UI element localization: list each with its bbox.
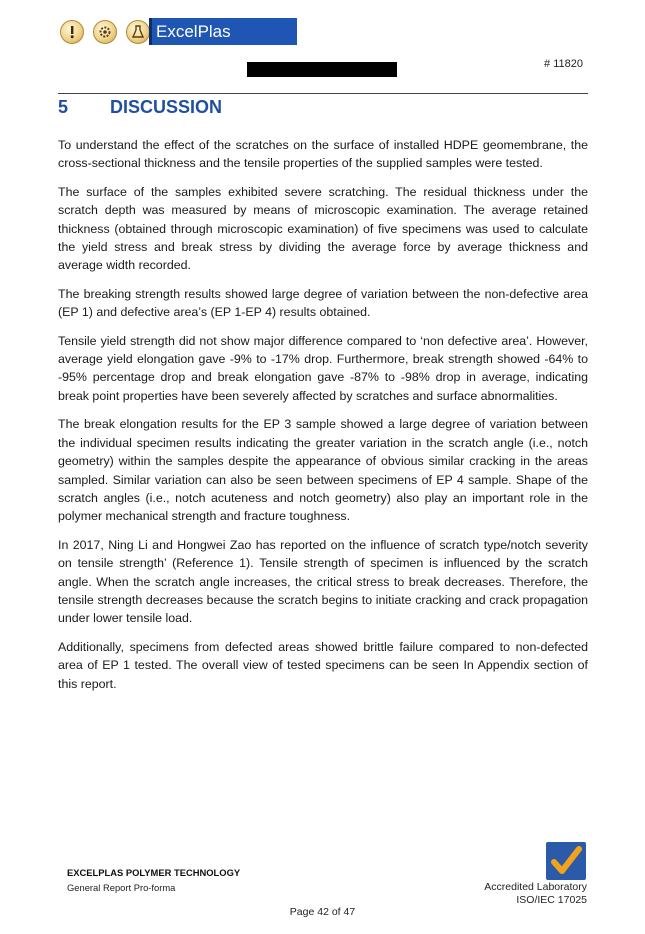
discussion-body bbox=[58, 136, 588, 703]
flask-icon bbox=[126, 20, 150, 44]
paragraph: In 2017, Ning Li and Hongwei Zao has reported on the influence of scratch type/notch severity on tensile strength’ (Reference 1). Tensile strength of specimen is influenced by the scratch angle. When the scratch angle increases, the critical stress to break decreases. Therefore, the tensile strength decreases because the scratch begins to initiate cracking and crack propagation under lower tensile load. bbox=[58, 537, 588, 626]
redaction-bar bbox=[247, 62, 397, 77]
report-number: # 11820 bbox=[544, 58, 583, 70]
page-number: Page 42 of 47 bbox=[289, 906, 356, 918]
paragraph: Additionally, specimens from defected areas showed brittle failure compared to non-defected area of EP 1 tested. The overall view of tested specimens can be seen In Appendix section of this report. bbox=[58, 639, 588, 691]
paragraph: The break elongation results for the EP 3 sample showed a large degree of variation between the individual specimen results indicating the greater variation in the scratch angle (i.e., notch geometry) within the samples despite the appearance of obvious similar cracking in the areas sampled. Similar variation can also be seen between specimens of EP 4 sample. Shape of the scratch angles (i.e., notch acuteness and notch geometry) also play an important role in the polymer mechanical strength and fracture toughness. bbox=[58, 417, 588, 524]
brand-logo: ExcelPlas bbox=[149, 18, 297, 45]
accreditation-text bbox=[484, 881, 587, 907]
paragraph: The breaking strength results showed large degree of variation between the non-defective area (EP 1) and defective area’s (EP 1-EP 4) results obtained. bbox=[58, 286, 588, 320]
header-logos bbox=[60, 18, 159, 46]
section-heading bbox=[58, 97, 222, 118]
section-number: 5 bbox=[58, 97, 69, 117]
accreditation-line2: ISO/IEC 17025 bbox=[516, 894, 587, 906]
paragraph: Tensile yield strength did not show major difference compared to ‘non defective area’. However, average yield elongation gave -9% to -17% drop. Furthermore, break strength showed -64% to -95% percentage drop and break elongation gave -87% to -98% drop in average, indicating break point properties have been severely affected by scratches and surface abnormalities. bbox=[58, 333, 588, 403]
accreditation-line1: Accredited Laboratory bbox=[484, 881, 587, 893]
footer-subtitle: General Report Pro-forma bbox=[67, 882, 176, 893]
footer-organization: EXCELPLAS POLYMER TECHNOLOGY bbox=[67, 867, 241, 878]
gear-icon bbox=[93, 20, 117, 44]
paragraph: To understand the effect of the scratches on the surface of installed HDPE geomembrane, the cross-sectional thickness and the tensile properties of the supplied samples were tested. bbox=[58, 138, 588, 171]
exclamation-icon bbox=[60, 20, 84, 44]
paragraph: The surface of the samples exhibited severe scratching. The residual thickness under the scratch depth was measured by means of microscopic examination. The average retained thickness (obtained through microscopic examination) of five specimens was used to calculate the yield stress and break stress by dividing the average force by average thickness and average width recorded. bbox=[58, 184, 588, 273]
section-title: DISCUSSION bbox=[110, 97, 223, 117]
header-divider bbox=[58, 93, 588, 94]
accreditation-check-icon bbox=[546, 842, 586, 880]
